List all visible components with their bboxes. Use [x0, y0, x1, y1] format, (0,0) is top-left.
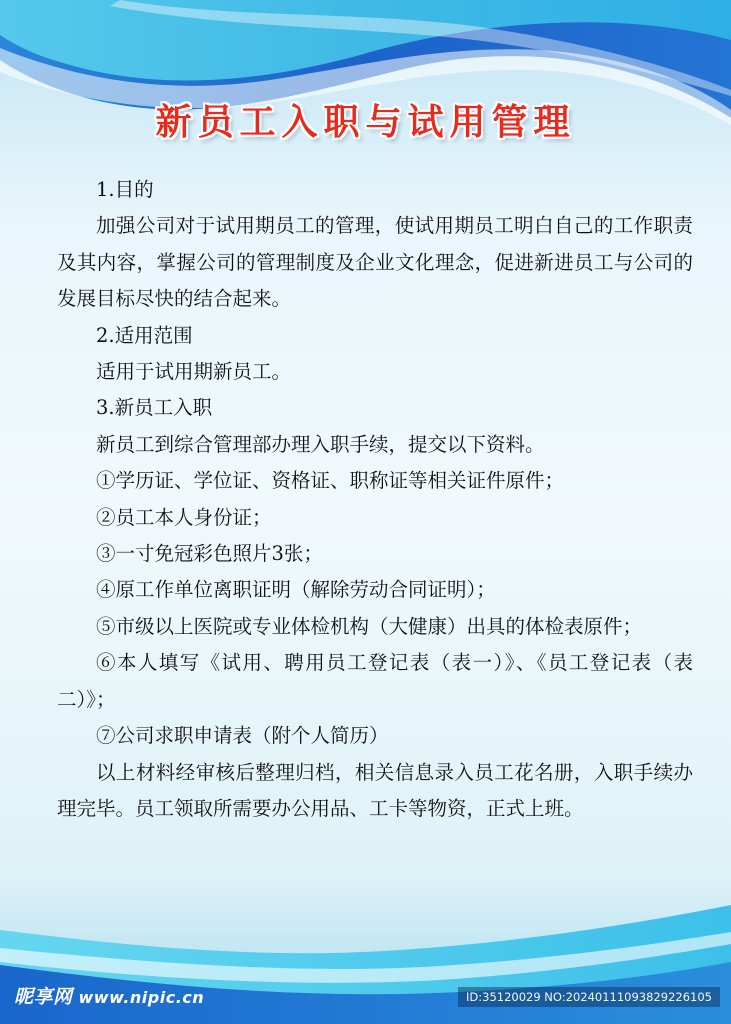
list-item: ⑦公司求职申请表（附个人简历） [96, 724, 389, 748]
list-item: ②员工本人身份证； [96, 505, 272, 529]
list-item: ④原工作单位离职证明（解除劳动合同证明）； [96, 578, 496, 602]
onboarding-intro: 新员工到综合管理部办理入职手续，提交以下资料。 [96, 432, 545, 456]
list-item: ①学历证、学位证、资格证、职称证等相关证件原件； [96, 469, 565, 493]
section-heading-scope: 2.适用范围 [96, 323, 193, 347]
purpose-text: 加强公司对于试用期员工的管理，使试用期员工明白自己的工作职责及其内容，掌握公司的管理制度及企业文化理念，促进新进员工与公司的发展目标尽快的结合起来。 [57, 214, 693, 311]
section-heading-purpose: 1.目的 [96, 178, 154, 201]
watermark-logo [14, 982, 204, 1009]
list-item: ③一寸免冠彩色照片3张； [96, 542, 323, 566]
closing-text: 以上材料经审核后整理归档，相关信息录入员工花名册，入职手续办理完毕。员工领取所需要办公用品、工卡等物资，正式上班。 [57, 760, 693, 820]
scope-text: 适用于试用期新员工。 [96, 360, 292, 384]
watermark-site: www.nipic.cn [78, 988, 205, 1007]
watermark-brand: 昵享网 [14, 986, 73, 1008]
poster-title: 新员工入职与试用管理 [155, 102, 576, 143]
list-item: ⑥本人填写《试用、聘用员工登记表（表一）》、《员工登记表（表二）》； [57, 651, 693, 711]
section-heading-onboarding: 3.新员工入职 [96, 396, 213, 420]
watermark-id: ID:35120029 NO:20240111093829226105 [458, 987, 720, 1007]
poster-body [57, 172, 693, 827]
list-item: ⑤市级以上医院或专业体检机构（大健康）出具的体检表原件； [96, 614, 643, 638]
